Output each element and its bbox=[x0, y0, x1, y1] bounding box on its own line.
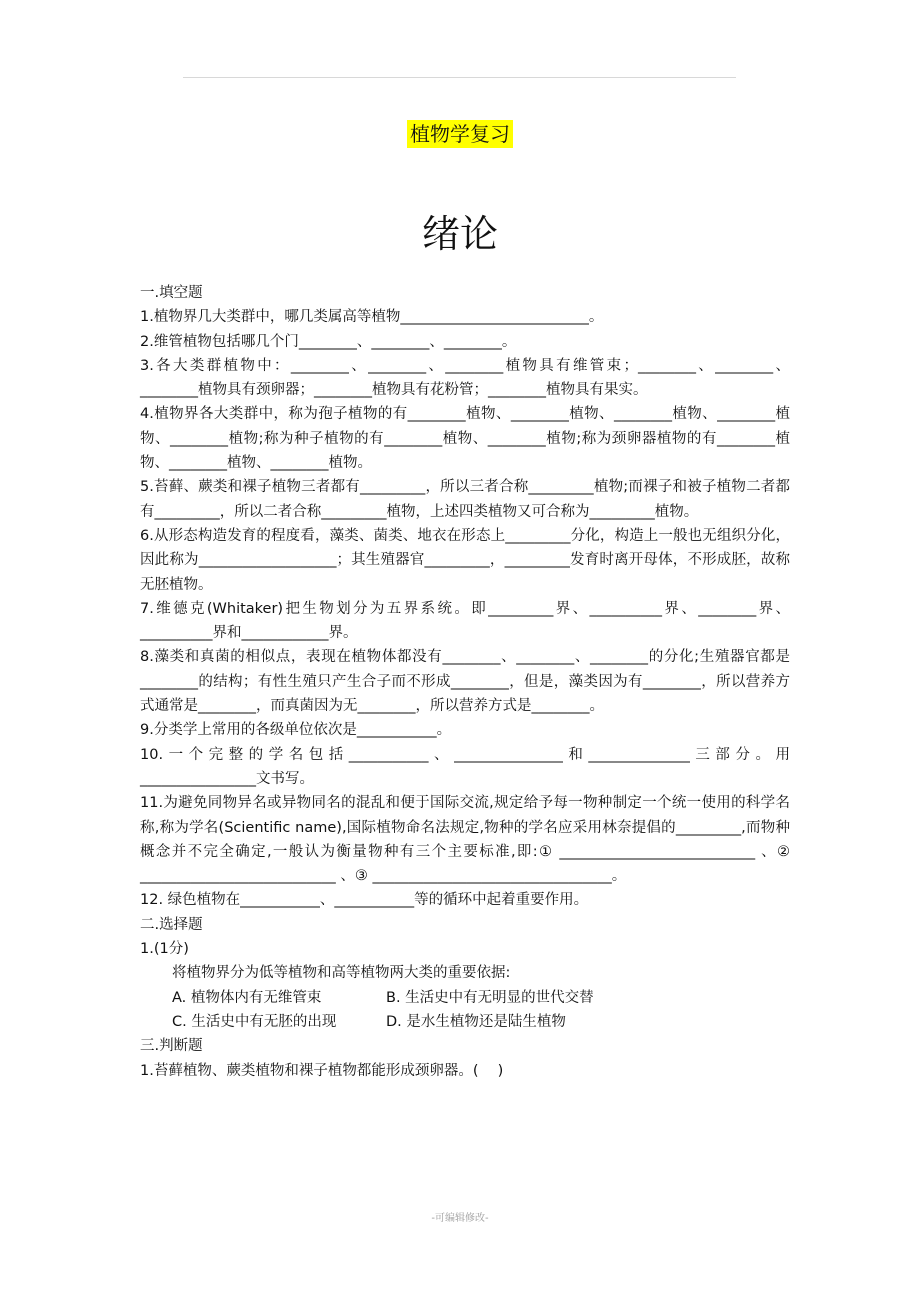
question-9: 9.分类学上常用的各级单位依次是___________。 bbox=[140, 722, 452, 739]
question-7: 7.维德克(Whitaker)把生物划分为五界系统。即_________界、__________界、________界、__________界和____________界。 bbox=[140, 600, 790, 642]
question-11: 11.为避免同物异名或异物同名的混乱和便于国际交流,规定给予每一物种制定一个统一使用的科学名称,称为学名(Scientific name),国际植物命名法规定,物种的学名应采用林奈提倡的_________,而物种概念并不完全确定,一般认为衡量物种有三个主要标准,即:① ___________________________ 、② ___________________________ 、③ _________________________________。 bbox=[140, 795, 790, 885]
question-3: 3.各大类群植物中：________、________、________植物具有维管束；________、________、________植物具有颈卵器；________植物具有花粉管；________植物具有果实。 bbox=[140, 357, 790, 399]
document-title-text: 植物学复习 bbox=[407, 120, 513, 148]
header-rule bbox=[183, 77, 736, 78]
page-footer: -可编辑修改- bbox=[431, 1213, 489, 1224]
choice-options-row-1 bbox=[140, 986, 790, 1010]
judge-question-1: 1.苔藓植物、蕨类植物和裸子植物都能形成颈卵器。( ) bbox=[140, 1062, 504, 1079]
question-1: 1.植物界几大类群中，哪几类属高等植物__________________________。 bbox=[140, 309, 604, 326]
document-title bbox=[0, 118, 920, 147]
choice-option-b: B. 生活史中有无明显的世代交替 bbox=[386, 989, 594, 1006]
question-8: 8.藻类和真菌的相似点，表现在植物体都没有________、________、________的分化;生殖器官都是________的结构；有性生殖只产生合子而不形成________，但是，藻类因为有________，所以营养方式通常是________，而真菌因为无________，所以营养方式是________。 bbox=[140, 649, 790, 715]
choice-options-row-2 bbox=[140, 1010, 790, 1034]
section-heading-fill: 一.填空题 bbox=[140, 285, 203, 301]
choice-number: 1.(1分) bbox=[140, 941, 189, 958]
document-body bbox=[140, 281, 790, 1083]
question-12: 12. 绿色植物在___________、___________等的循环中起着重要作用。 bbox=[140, 892, 589, 909]
question-10: 10.一个完整的学名包括___________、_______________和______________三部分。用________________文书写。 bbox=[140, 746, 790, 787]
choice-stem: 将植物界分为低等植物和高等植物两大类的重要依据: bbox=[172, 965, 511, 982]
choice-option-c: C. 生活史中有无胚的出现 bbox=[172, 1013, 337, 1030]
section-heading-judge: 三.判断题 bbox=[140, 1038, 203, 1055]
question-5: 5.苔藓、蕨类和裸子植物三者都有_________，所以三者合称_________植物;而裸子和被子植物二者都有_________，所以二者合称_________植物，上述四类植物又可合称为_________植物。 bbox=[140, 479, 790, 520]
question-4: 4.植物界各大类群中，称为孢子植物的有________植物、________植物、________植物、________植物、________植物;称为种子植物的有________植物、________植物;称为颈卵器植物的有________植物、________植物、________植物。 bbox=[140, 406, 790, 472]
question-6: 6.从形态构造发育的程度看，藻类、菌类、地衣在形态上_________分化，构造上一般也无组织分化，因此称为___________________；其生殖器官_________，_________发育时离开母体，不形成胚，故称无胚植物。 bbox=[140, 527, 790, 593]
chapter-title: 绪论 bbox=[421, 212, 498, 256]
choice-option-a: A. 植物体内有无维管束 bbox=[172, 989, 322, 1006]
section-heading-choice: 二.选择题 bbox=[140, 916, 203, 933]
question-2: 2.维管植物包括哪几个门________、________、________。 bbox=[140, 333, 517, 350]
choice-option-d: D. 是水生植物还是陆生植物 bbox=[386, 1013, 566, 1030]
